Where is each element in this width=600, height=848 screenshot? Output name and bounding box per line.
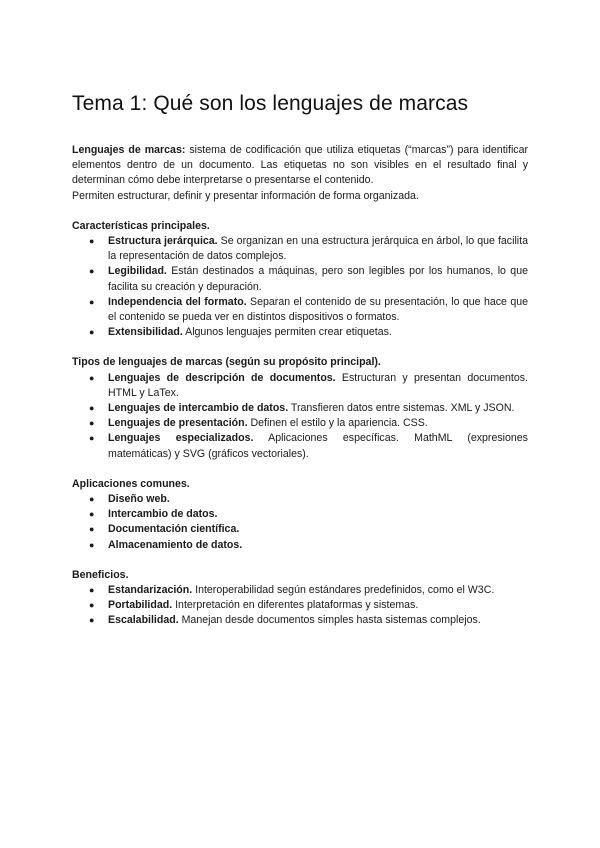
bullet-icon: ● [89, 327, 95, 338]
item-term: Lenguajes especializados. [108, 432, 254, 445]
bullet-icon: ● [89, 509, 95, 520]
section-heading: Tipos de lenguajes de marcas (según su propósito principal). [72, 356, 381, 369]
list-item [89, 371, 529, 401]
list-item [89, 538, 528, 553]
list-item [89, 613, 528, 628]
item-text: Se organizan en una estructura jerárquica en árbol, lo que facilita la representación de datos complejos. [108, 235, 528, 263]
item-term: Estandarización. [108, 584, 193, 597]
item-text: Separan el contenido de su presentación, lo que hace que el contenido se pueda ver en distintos dispositivos o formatos. [108, 295, 528, 324]
bullet-icon: ● [89, 494, 95, 505]
list-item [89, 507, 528, 522]
bullet-icon: ● [89, 296, 95, 307]
section-tipos [72, 355, 528, 461]
list-item [89, 583, 528, 598]
item-term: Diseño web. [108, 493, 170, 506]
item-term: Escalabilidad. [108, 614, 179, 627]
item-term: Extensibilidad. [108, 326, 183, 339]
item-term: Lenguajes de intercambio de datos. [108, 402, 289, 415]
item-text: Interpretación en diferentes plataformas y sistemas. [172, 599, 419, 612]
item-text: Algunos lenguajes permiten crear etiquetas. [182, 326, 392, 339]
item-text: Interoperabilidad según estándares predefinidos, como el W3C. [192, 584, 495, 597]
intro-definition: sistema de codificación que utiliza etiquetas (“marcas”) para identificar elementos dentro de un documento. Las etiquetas no son visibles en el resultado final y determinan cómo debe interpretarse o presentarse el contenido. [72, 144, 529, 187]
bullet-icon: ● [89, 236, 95, 247]
list-item [89, 234, 528, 264]
section-aplicaciones [72, 477, 528, 553]
page-title: Tema 1: Qué son los lenguajes de marcas [72, 92, 469, 115]
bullet-icon: ● [89, 372, 95, 383]
item-text: Aplicaciones específicas. MathML (expresiones matemáticas) y SVG (gráficos vectoriales). [108, 432, 528, 460]
bullet-list [72, 583, 528, 629]
item-term: Estructura jerárquica. [108, 235, 218, 248]
bullet-icon: ● [89, 266, 95, 277]
list-item [89, 325, 528, 340]
item-term: Lenguajes de presentación. [108, 417, 248, 430]
bullet-icon: ● [89, 585, 95, 596]
list-item [89, 522, 528, 537]
bullet-icon: ● [89, 418, 95, 429]
list-item [89, 264, 528, 294]
item-term: Documentación científica. [108, 523, 240, 536]
bullet-list [72, 371, 528, 462]
section-heading: Beneficios. [72, 568, 129, 581]
bullet-icon: ● [89, 403, 95, 414]
list-item [89, 431, 528, 461]
section-heading: Aplicaciones comunes. [72, 477, 190, 490]
list-item [89, 492, 528, 507]
bullet-icon: ● [89, 615, 95, 626]
item-text: Definen el estilo y la apariencia. CSS. [247, 417, 428, 430]
section-beneficios [72, 568, 528, 629]
item-term: Intercambio de datos. [108, 508, 218, 521]
item-term: Almacenamiento de datos. [108, 538, 243, 551]
bullet-list [72, 492, 528, 553]
document-page [72, 92, 528, 629]
list-item [89, 295, 528, 325]
list-item [89, 598, 528, 613]
item-text: Transfieren datos entre sistemas. XML y JSON. [288, 402, 515, 415]
section-heading: Características principales. [72, 219, 210, 232]
list-item [89, 401, 528, 416]
item-text: Están destinados a máquinas, pero son legibles por los humanos, lo que facilita su creación y depuración. [108, 265, 528, 293]
list-item [89, 416, 528, 431]
bullet-icon: ● [89, 600, 95, 611]
item-term: Independencia del formato. [108, 295, 247, 308]
bullet-icon: ● [89, 433, 95, 444]
bullet-list [72, 234, 528, 340]
item-term: Legibilidad. [108, 265, 167, 278]
item-term: Portabilidad. [108, 599, 173, 612]
bullet-icon: ● [89, 524, 95, 535]
item-text: Manejan desde documentos simples hasta sistemas complejos. [178, 614, 481, 627]
intro-second-line: Permiten estructurar, definir y presentar información de forma organizada. [72, 189, 419, 202]
intro-term: Lenguajes de marcas: [72, 144, 186, 156]
item-term: Lenguajes de descripción de documentos. [108, 371, 336, 384]
intro-paragraph [72, 143, 528, 189]
bullet-icon: ● [89, 539, 95, 550]
item-text: Estructuran y presentan documentos. HTML y LaTex. [108, 371, 529, 399]
section-caracteristicas [72, 219, 528, 341]
